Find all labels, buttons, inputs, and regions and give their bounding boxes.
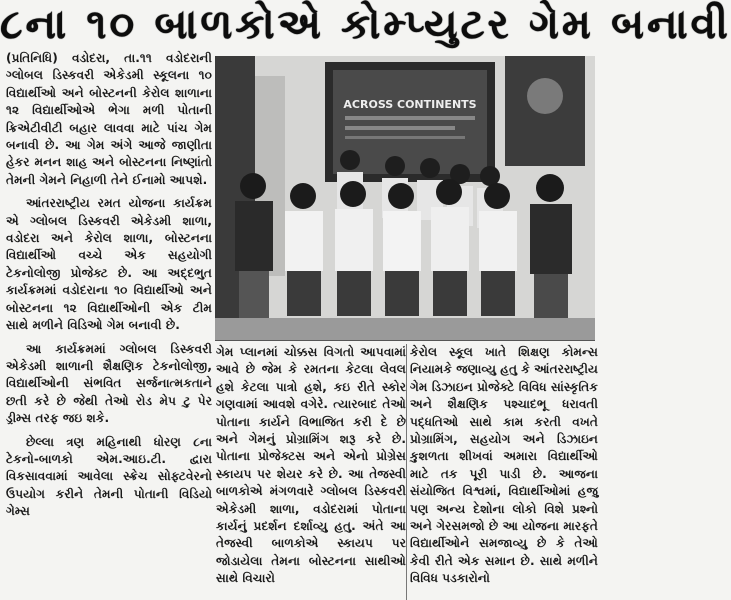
article-paragraph: કેરોલ સ્કૂલ ખાતે શિક્ષણ કોમન્સ નિયામકે જણાવ્યુ હતુ કે આંતરરાષ્ટ્રીય ગેમ ડિઝાઇન પ્રોજેક્ટે વિવિધ સાંસ્કૃતિક અને શૈક્ષણિક પશ્ચાદભૂ ધરાવતી પદ્ધતિઓ સાથે કામ કરતી વખતે પ્રોગ્રામિંગ, સહયોગ અને ડિઝાઇન કુશળતા શીખવાં અમારા વિદ્યાર્થીઓ માટે તક પૂરી પાડી છે. આજના સંયોજિત વિશ્વમાં, વિદ્યાર્થીઓમાં હજુ પણ અન્ય દેશોના લોકો વિશે પ્રશ્નો અને ગેરસમજો છે આ યોજના મારફતે વિદ્યાર્થીઓને સમજાવ્યુ છે કે તેઓ કેવી રીતે એક સમાન છે. સાથે મળીને વિવિધ પડકારોનો (410, 345, 599, 586)
article-paragraph: છેલ્લા ત્રણ મહિનાથી ધોરણ ૮ના ટેકનો-બાળકો એમ.આઇ.ટી. દ્વારા વિકસાવવામાં આવેલા સ્ક્રેચ સોફ્ટવેરનો ઉપયોગ કરીને તેમની પોતાની વિડિયો ગેમ્સ (6, 434, 212, 519)
article-left-column (6, 50, 212, 600)
column-divider (406, 344, 407, 600)
article-right-column (410, 344, 598, 600)
article-headline: ૮ના ૧૦ બાળકોએ કોમ્પ્યુટર ગેમ બનાવી (0, 0, 731, 48)
article-paragraph: ગેમ પ્લાનમાં ચોક્કસ વિગતો આપવામાં આવે છે જેમ કે રમતના કેટલા લેવલ હશે કેટલા પાત્રો હશે, કઇ રીતે સ્કોર ગણવામાં આવશે વગેરે. ત્યારબાદ તેઓ પોતાના કાર્યને વિભાજિત કરી દે છે અને ગેમનું પ્રોગ્રામિંગ શરૂ કરે છે. પોતાના પ્રોજેક્ટસ અને એનો પ્રોગ્રેસ સ્કાયપ પર શેયર કરે છે. આ તેજસ્વી બાળકોએ મંગળવારે ગ્લોબલ ડિસ્કવરી એકેડમી શાળા, વડોદરામાં પોતાના કાર્યનું પ્રદર્શન દર્શાવ્યુ હતુ. અંતે આ તેજસ્વી બાળકોએ સ્કાયપ પર જોડાયેલા તેમના બોસ્ટનના સાથીઓ સાથે વિચારો (216, 345, 406, 586)
banner-text: ACROSS CONTINENTS (343, 98, 477, 111)
students-group-photo (215, 56, 595, 340)
article-paragraph: (પ્રતિનિધિ) વડોદરા, તા.૧૧ વડોદરાની ગ્લોબલ ડિસ્કવરી એકેડમી સ્કૂલના ૧૦ વિદ્યાર્થીઓ અને બોસ્ટનની કેરોલ શાળાના ૧૨ વિદ્યાર્થીઓએ ભેગા મળી પોતાની ક્રિએટીવીટી બહાર લાવવા માટે પાંચ ગેમ બનાવી છે. આ ગેમ અંગે આજે જાણીતા હેકર મનન શાહ અને બોસ્ટનના નિષ્ણાંતો તેમની ગેમને નિહાળી તેને ઈનામો આપશે. (6, 51, 212, 187)
article-middle-column (216, 344, 406, 600)
article-paragraph: આ કાર્યક્રમમાં ગ્લોબલ ડિસ્કવરી એકેડમી શાળાની શૈક્ષણિક ટેકનોલોજી, વિદ્યાર્થીઓની સંભવિત સર્જનાત્મકતાને છતી કરે છે જેથી તેઓ રોડ મેપ ટુ પેર ડ્રીમ્સ તરફ જઇ શકે. (6, 341, 212, 426)
article-paragraph: આંતરરાષ્ટ્રીય રમત યોજના કાર્યક્રમ એ ગ્લોબલ ડિસ્કવરી એકેડમી શાળા, વડોદરા અને કેરોલ શાળા, બોસ્ટનના વિદ્યાર્થીઓ વચ્ચે એક સહયોગી ટેકનોલોજી પ્રોજેક્ટ છે. આ અદ્દભુત કાર્યક્રમમાં વડોદરાના ૧૦ વિદ્યાર્થીઓ અને બોસ્ટનના ૧૨ વિદ્યાર્થીઓની એક ટીમ સાથે મળીને વિડિઓ ગેમ બનાવી છે. (6, 196, 212, 333)
article-photo (215, 56, 595, 341)
